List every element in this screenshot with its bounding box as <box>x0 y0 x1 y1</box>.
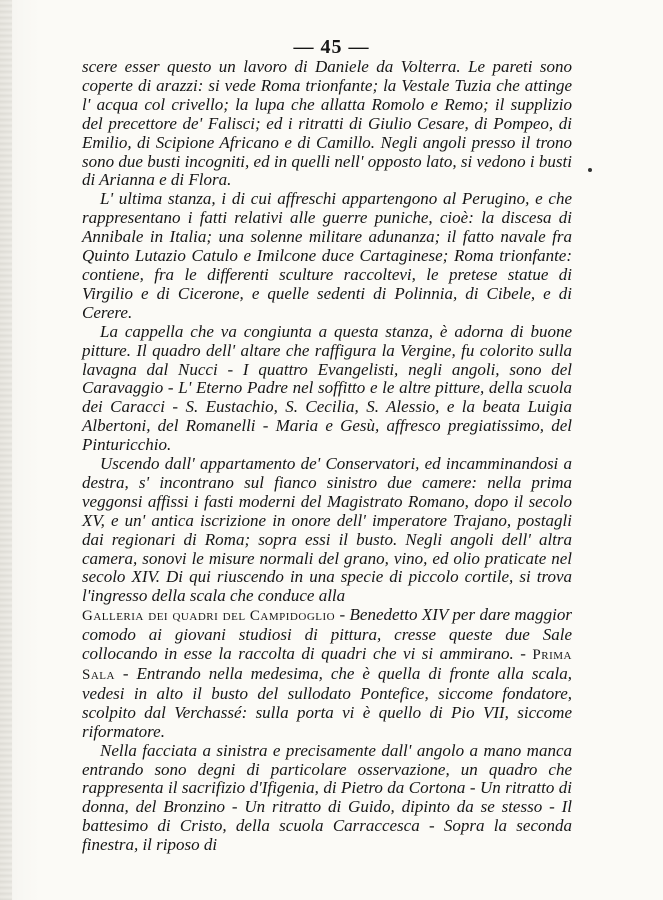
prima-sala-heading: Prima Sala <box>82 647 572 683</box>
galleria-heading: Galleria dei quadri del Campidoglio <box>82 608 336 625</box>
paragraph-1: scere esser questo un lavoro di Daniele da Volterra. Le pareti sono coperte di arazzi: si vede Roma trionfante; la Vestale Tuzia che attinge l' acqua col crivello; la lupa che allatta Romolo e Remo; il supplizio del precettore de' Falisci; ed i ritratti di Giulio Cesare, di Pompeo, di Emilio, di Scipione Africano e di Camillo. Negli angoli presso il trono sono due busti incogniti, ed in quelli nell' opposto lato, si vedono i busti di Arianna e di Flora. <box>82 57 572 190</box>
galleria-text-1: - Benedetto XIV per dare maggior comodo ai giovani studiosi di pittura, cresse queste due Sale collocando in esse la raccolta di quadri che vi si ammirano. - <box>82 605 572 664</box>
paragraph-2: L' ultima stanza, i di cui affreschi appartengono al Perugino, e che rappresentano i fatti relativi alle guerre puniche, cioè: la discesa di Annibale in Italia; una solenne militare adunanza; il fatto navale fra Quinto Lutazio Catulo e Imilcone duce Cartaginese; Roma trionfante: contiene, fra le differenti sculture raccoltevi, le pretese statue di Virgilio e di Cicerone, e quelle sedenti di Polinnia, di Cibele, e di Cerere. <box>82 189 572 322</box>
page-number: — 45 — <box>293 36 370 58</box>
paragraph-last: Nella facciata a sinistra e precisamente dall' angolo a mano manca entrando sono degni di particolare osservazione, un quadro che rappresenta il sacrifizio d'Ifigenia, di Pietro da Cortona - Un ritratto di donna, del Bronzino - Un ritratto di Guido, dipinto da se stesso - Il battesimo di Cristo, della scuola Carraccesca - Sopra la seconda finestra, il riposo di <box>82 740 572 855</box>
paragraph-galleria <box>82 606 572 741</box>
ink-speck <box>588 168 592 172</box>
paragraph-4: Uscendo dall' appartamento de' Conservatori, ed incamminandosi a destra, s' incontrano sul fianco sinistro due camere: nella prima veggonsi affissi i fasti moderni del Magistrato Romano, dopo il secolo XV, e un' antica iscrizione in onore dell' imperatore Trajano, postagli dai regionari di Roma; sopra essi il busto. Negli angoli dell' altra camera, sonovi le misure normali del grano, vino, ed olio praticate nel secolo XIV. Di qui riuscendo in una specie di piccolo cortile, si trova l'ingresso della scala che conduce alla <box>82 454 572 606</box>
page-body <box>82 58 572 855</box>
page-edge-shadow <box>0 0 12 900</box>
galleria-text-2: - Entrando nella medesima, che è quella di fronte alla scala, vedesi in alto il busto del sullodato Pontefice, siccome fondatore, scolpito dal Verchassé: sulla porta vi è quello di Pio VII, siccome riformatore. <box>82 664 572 741</box>
paragraph-3: La cappella che va congiunta a questa stanza, è adorna di buone pitture. Il quadro dell' altare che raffigura la Vergine, fu colorito sulla lavagna dal Nucci - I quattro Evangelisti, negli angoli, sono del Caravaggio - L' Eterno Padre nel soffitto e le altre pitture, della scuola dei Caracci - S. Eustachio, S. Cecilia, S. Alessio, e la beata Luigia Albertoni, del Romanelli - Maria e Gesù, affresco pregiatissimo, del Pinturicchio. <box>82 321 572 455</box>
